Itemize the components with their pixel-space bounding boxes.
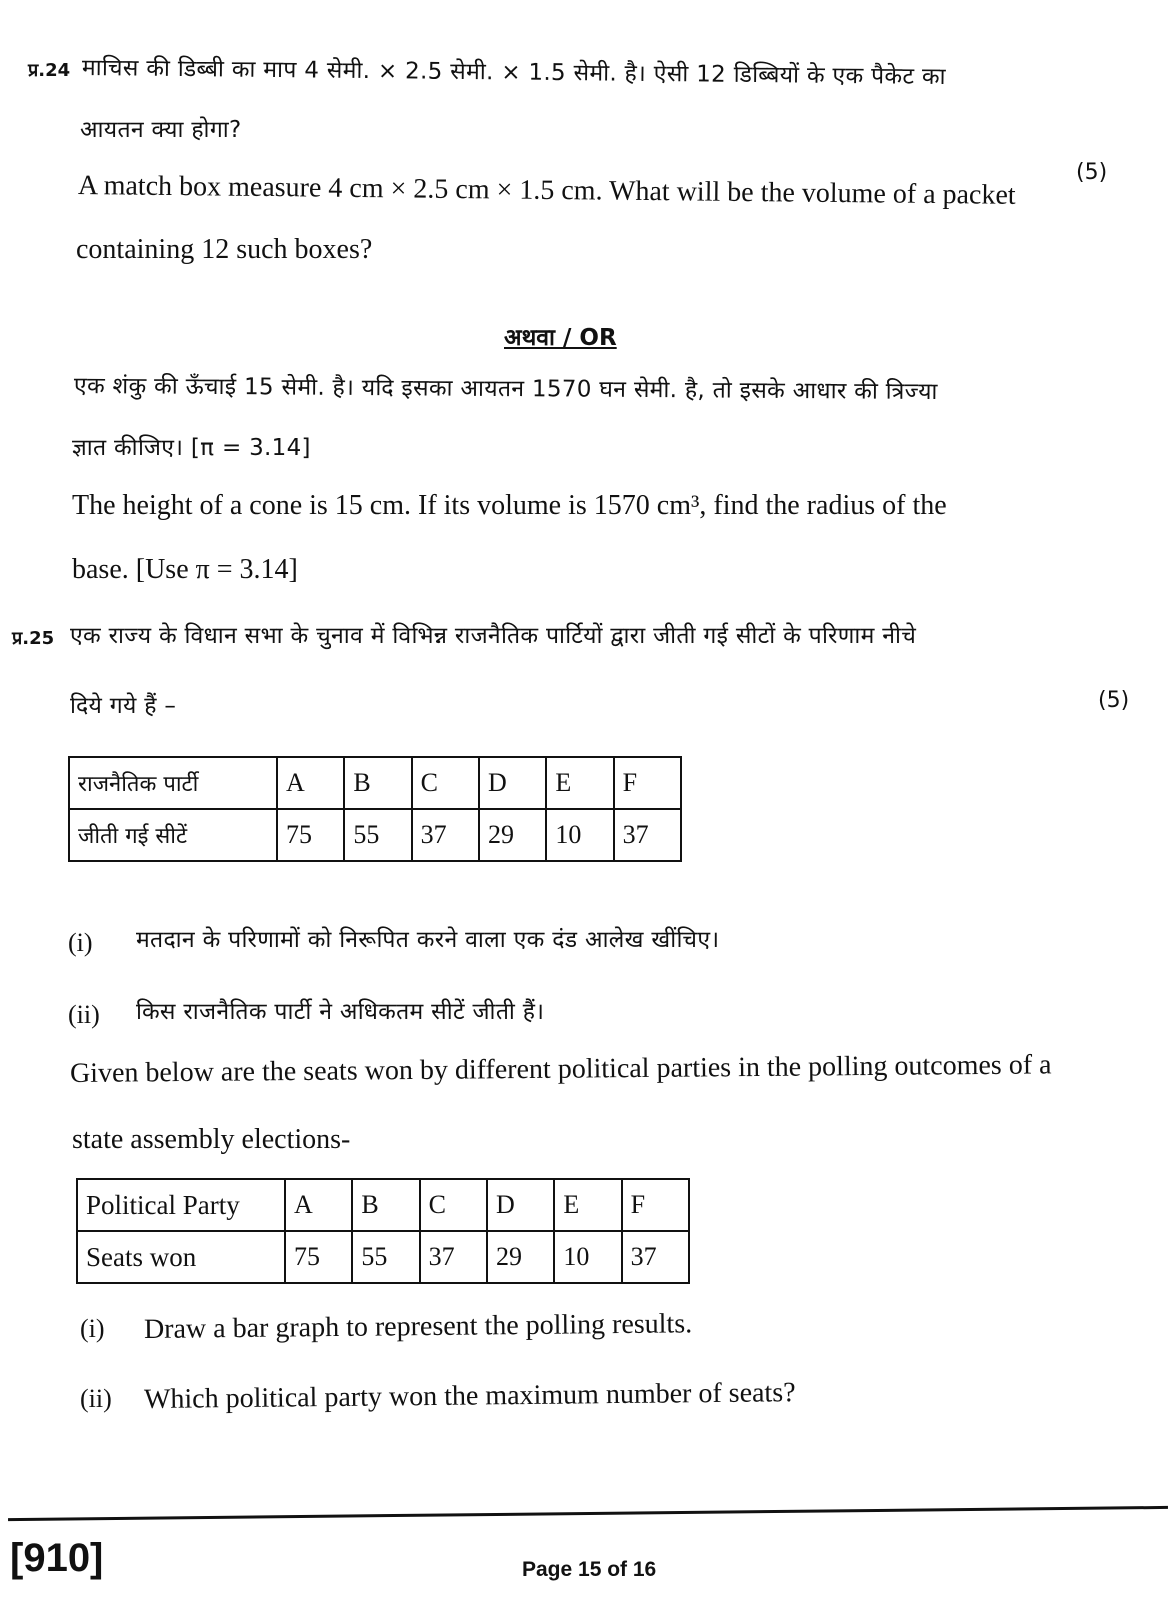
party-cell: C <box>420 1179 487 1231</box>
table-header-cell: राजनैतिक पार्टी <box>69 757 277 809</box>
seats-cell: 75 <box>285 1231 352 1283</box>
hindi-item-1-text: मतदान के परिणामों को निरूपित करने वाला एक दंड आलेख खींचिए। <box>136 927 720 953</box>
party-cell: E <box>546 757 613 809</box>
party-cell: A <box>285 1179 352 1231</box>
hindi-seats-table <box>68 756 682 862</box>
english-item-2-text: Which political party won the maximum number of seats? <box>143 1377 796 1415</box>
party-cell: F <box>614 757 681 809</box>
hindi-item-2-text: किस राजनैतिक पार्टी ने अधिकतम सीटें जीती हैं। <box>136 999 545 1025</box>
paper-code: [910] <box>10 1536 104 1580</box>
q24-alt-hindi-line1: एक शंकु की ऊँचाई 15 सेमी. है। यदि इसका आयतन 1570 घन सेमी. है, तो इसके आधार की त्रिज्या <box>73 373 938 406</box>
party-cell: A <box>277 757 344 809</box>
table-header-cell: Seats won <box>77 1231 285 1283</box>
party-cell: B <box>344 757 411 809</box>
party-cell: D <box>487 1179 554 1231</box>
q24-alt-english-line2: base. [Use π = 3.14] <box>72 554 298 585</box>
q24-english-line1: A match box measure 4 cm × 2.5 cm × 1.5 cm. What will be the volume of a packet <box>77 170 1016 211</box>
party-cell: C <box>412 757 479 809</box>
table-row <box>69 757 681 809</box>
q25-marks: (5) <box>1098 688 1130 713</box>
seats-cell: 37 <box>412 809 479 861</box>
english-item-1-number: (i) <box>80 1314 105 1343</box>
seats-cell: 10 <box>554 1231 621 1283</box>
q24-marks: (5) <box>1076 160 1108 185</box>
seats-cell: 37 <box>614 809 681 861</box>
or-divider: अथवा / OR <box>504 325 617 351</box>
q24-alt-english-line1: The height of a cone is 15 cm. If its volume is 1570 cm³, find the radius of the <box>72 490 947 521</box>
question-24-number: प्र.24 <box>28 60 71 81</box>
table-row <box>77 1179 689 1231</box>
hindi-item-2-number: (ii) <box>68 1000 100 1029</box>
seats-cell: 37 <box>420 1231 487 1283</box>
party-cell: E <box>554 1179 621 1231</box>
q24-english-line2: containing 12 such boxes? <box>76 234 373 265</box>
party-cell: B <box>352 1179 419 1231</box>
party-cell: F <box>622 1179 689 1231</box>
footer-rule <box>8 1506 1168 1521</box>
seats-cell: 55 <box>352 1231 419 1283</box>
table-row <box>69 809 681 861</box>
table-header-cell: Political Party <box>77 1179 285 1231</box>
q24-alt-hindi-line2: ज्ञात कीजिए। [π = 3.14] <box>72 435 311 461</box>
question-25-number: प्र.25 <box>12 628 55 649</box>
page-number: Page 15 of 16 <box>522 1558 657 1581</box>
table-header-cell: जीती गई सीटें <box>69 809 277 861</box>
q25-english-line2: state assembly elections- <box>72 1124 351 1155</box>
english-item-2-number: (ii) <box>80 1384 112 1413</box>
q25-hindi-line2: दिये गये हैं – <box>70 693 177 719</box>
party-cell: D <box>479 757 546 809</box>
seats-cell: 10 <box>546 809 613 861</box>
seats-cell: 37 <box>622 1231 689 1283</box>
seats-cell: 75 <box>277 809 344 861</box>
q25-hindi-line1: एक राज्य के विधान सभा के चुनाव में विभिन्न राजनैतिक पार्टियों द्वारा जीती गई सीटों के परिणाम नीचे <box>70 623 917 649</box>
table-row <box>77 1231 689 1283</box>
q24-hindi-line1: माचिस की डिब्बी का माप 4 सेमी. × 2.5 सेमी. × 1.5 सेमी. है। ऐसी 12 डिब्बियों के एक पैकेट का <box>81 55 946 91</box>
english-item-1-text: Draw a bar graph to represent the polling results. <box>143 1308 693 1345</box>
seats-cell: 29 <box>479 809 546 861</box>
hindi-item-1-number: (i) <box>68 928 93 957</box>
q25-english-line1: Given below are the seats won by different political parties in the polling outcomes of a <box>69 1049 1052 1089</box>
q24-hindi-line2: आयतन क्या होगा? <box>80 117 242 143</box>
seats-cell: 55 <box>344 809 411 861</box>
seats-cell: 29 <box>487 1231 554 1283</box>
english-seats-table <box>76 1178 690 1284</box>
